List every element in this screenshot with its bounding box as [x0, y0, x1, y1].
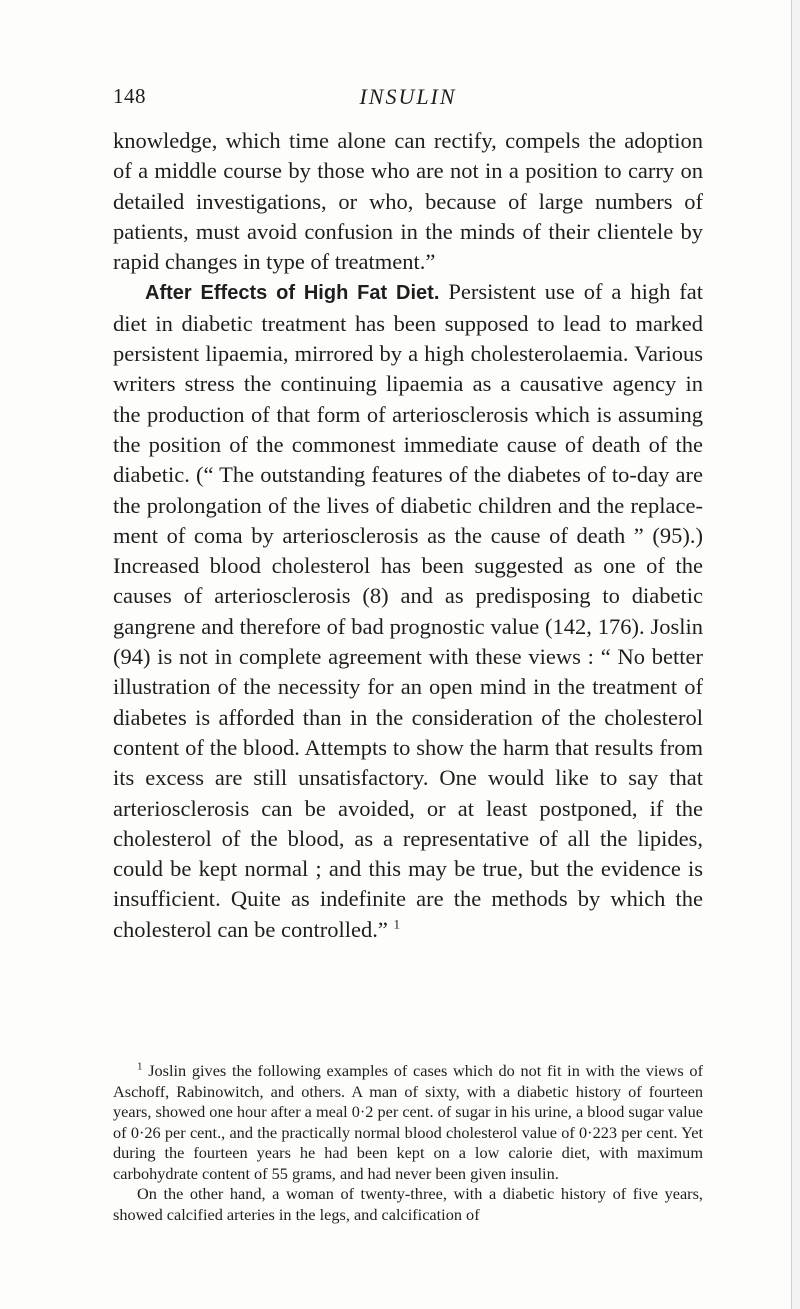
page-header — [113, 84, 703, 118]
footnote-1-text: Joslin gives the following examples of cases which do not fit in with the views of Aschoff, Rabinowitch, and others. A man of sixty, with a diabetic history of fourteen years, showed one hour after a meal 0·2 per cent. of sugar in his urine, a blood sugar value of 0·26 per cent., and the practically normal blood cholesterol value of 0·223 per cent. Yet during the fourteen years he had been kept on a low calorie diet, with maximum carbohydrate content of 55 grams, and had never been given insulin. — [113, 1061, 703, 1183]
footnote-1 — [113, 1061, 703, 1184]
running-head: INSULIN — [359, 84, 457, 109]
footnotes — [113, 1061, 703, 1225]
footnote-reference: 1 — [393, 916, 401, 932]
body-text — [113, 126, 703, 945]
page-edge-decoration — [791, 0, 800, 1309]
paragraph-text: Persistent use of a high fat diet in diabetic treatment has been supposed to lead to marked persistent lipaemia, mirrored by a high cholesterolaemia. Various writers stress the continuing lipaemia as a causative agency in the production of that form of arteriosclerosis which is assuming the position of the commonest immediate cause of death of the diabetic. (“ The outstanding features of the diabetes of to-day are the prolongation of the lives of diabetic children and the replacement of coma by arteriosclerosis as the cause of death ” (95).) Increased blood cholesterol has been suggested as one of the causes of arteriosclerosis (8) and as predisposing to diabetic gangrene and therefore of bad prognostic value (142, 176). Joslin (94) is not in complete agreement with these views : “ No better illustration of the necessity for an open mind in the treatment of diabetes is afforded than in the consideration of the cholesterol content of the blood. Attempts to show the harm that results from its excess are still unsatisfactory. One would like to say that arteriosclerosis can be avoided, or at least postponed, if the cholesterol of the blood, as a representative of all the lipides, could be kept normal ; and this may be true, but the evidence is insufficient. Quite as indefinite are the methods by which the cholesterol can be controlled.” — [113, 279, 703, 942]
footnote-mark: 1 — [137, 1060, 143, 1073]
page-number: 148 — [113, 84, 146, 108]
footnote-1-continuation: On the other hand, a woman of twenty-three, with a diabetic history of five years, showed calcified arteries in the legs, and calcification of — [113, 1184, 703, 1224]
paragraph-after-effects — [113, 277, 703, 945]
paragraph-continued: knowledge, which time alone can rectify, compels the adoption of a middle course by those who are not in a position to carry on detailed investigations, or who, because of large numbers of patients, must avoid confusion in the minds of their clientele by rapid changes in type of treatment.” — [113, 128, 703, 275]
section-run-in-heading: After Effects of High Fat Diet. — [145, 282, 440, 305]
